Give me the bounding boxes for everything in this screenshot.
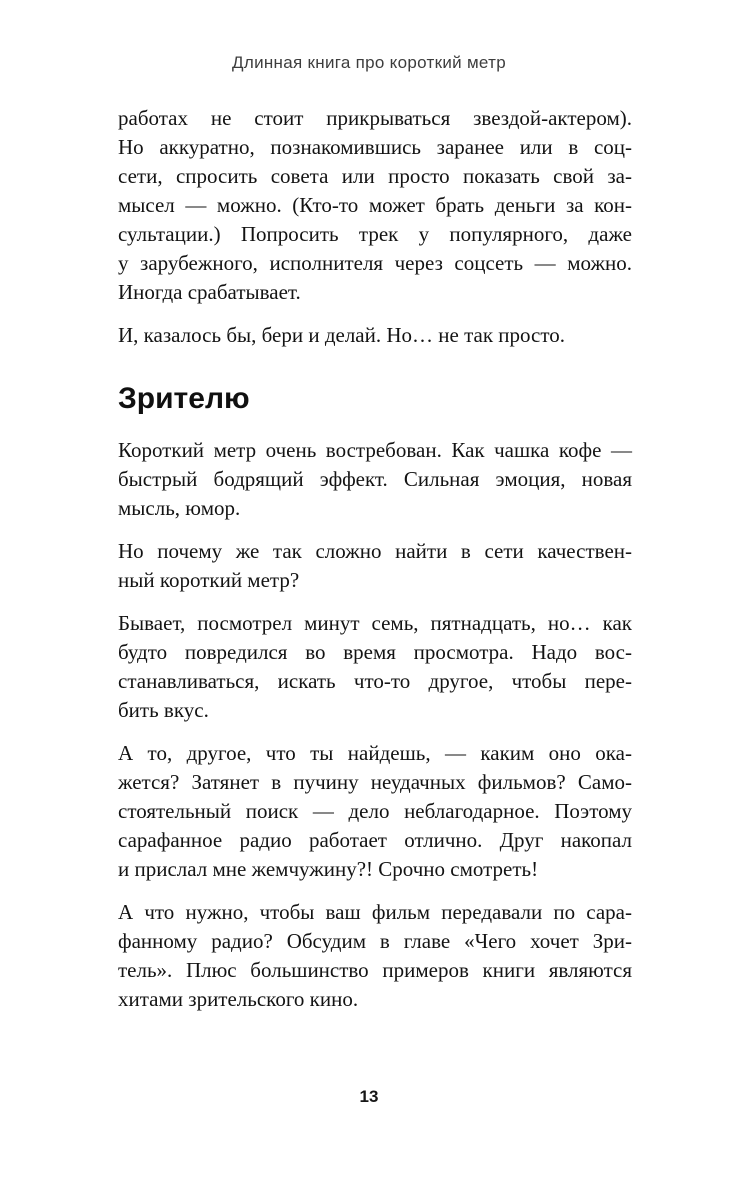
text-line: фанному радио? Обсудим в главе «Чего хочет Зри- bbox=[118, 929, 632, 953]
text-line: работах не стоит прикрываться звездой-актером). bbox=[118, 106, 632, 130]
text-line: бить вкус. bbox=[118, 698, 209, 722]
paragraph bbox=[118, 739, 632, 884]
text-line: Короткий метр очень востребован. Как чашка кофе — bbox=[118, 438, 632, 462]
paragraph bbox=[118, 537, 632, 595]
text-line: и прислал мне жемчужину?! Срочно смотреть! bbox=[118, 857, 539, 881]
text-line: мысел — можно. (Кто-то может брать деньги за кон- bbox=[118, 193, 632, 217]
text-line: сультации.) Попросить трек у популярного, даже bbox=[118, 222, 632, 246]
text-line: Но почему же так сложно найти в сети качествен- bbox=[118, 539, 632, 563]
text-line: хитами зрительского кино. bbox=[118, 987, 359, 1011]
section-heading: Зрителю bbox=[118, 382, 250, 415]
paragraph bbox=[118, 436, 632, 523]
running-header: Длинная книга про короткий метр bbox=[232, 53, 506, 72]
text-line: сарафанное радио работает отлично. Друг накопал bbox=[118, 828, 632, 852]
text-line: жется? Затянет в пучину неудачных фильмов? Само- bbox=[118, 770, 632, 794]
text-line: будто повредился во время просмотра. Надо вос- bbox=[118, 640, 632, 664]
text-line: Но аккуратно, познакомившись заранее или в соц- bbox=[118, 135, 632, 159]
text-line: мысль, юмор. bbox=[118, 496, 241, 520]
paragraph bbox=[118, 104, 632, 307]
text-line: И, казалось бы, бери и делай. Но… не так просто. bbox=[118, 323, 566, 347]
text-line: стоятельный поиск — дело неблагодарное. Поэтому bbox=[118, 799, 632, 823]
text-line: А то, другое, что ты найдешь, — каким оно ока- bbox=[118, 741, 632, 765]
text-line: А что нужно, чтобы ваш фильм передавали по сара- bbox=[118, 900, 632, 924]
text-line: ный короткий метр? bbox=[118, 568, 300, 592]
text-line: Бывает, посмотрел минут семь, пятнадцать, но… как bbox=[118, 611, 632, 635]
paragraph bbox=[118, 321, 632, 350]
text-line: Иногда срабатывает. bbox=[118, 280, 301, 304]
paragraph bbox=[118, 898, 632, 1014]
text-line: быстрый бодрящий эффект. Сильная эмоция, новая bbox=[118, 467, 632, 491]
page-content bbox=[118, 104, 632, 1028]
text-line: станавливаться, искать что-то другое, чтобы пере- bbox=[118, 669, 632, 693]
text-line: тель». Плюс большинство примеров книги являются bbox=[118, 958, 632, 982]
page-number: 13 bbox=[359, 1087, 379, 1106]
text-line: у зарубежного, исполнителя через соцсеть — можно. bbox=[118, 251, 632, 275]
text-line: сети, спросить совета или просто показать свой за- bbox=[118, 164, 632, 188]
paragraph bbox=[118, 609, 632, 725]
